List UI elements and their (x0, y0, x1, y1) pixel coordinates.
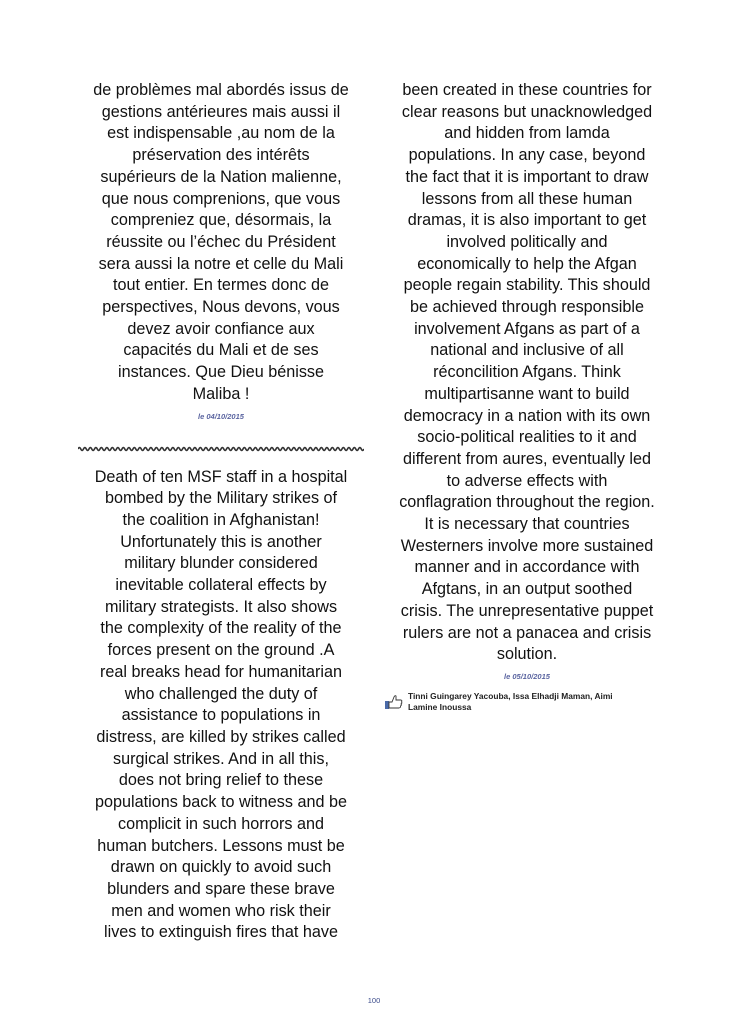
text-line: compreniez que, désormais, la (110, 211, 332, 230)
text-line: complicit in such horrors and (117, 814, 325, 833)
text-line: multipartisanne want to build (424, 384, 630, 403)
text-line: the fact that it is important to draw (405, 167, 649, 186)
text-line: populations back to witness and be (95, 793, 347, 812)
likes-names (408, 691, 672, 713)
text-line: de problèmes mal abordés issus de (93, 81, 349, 99)
text-line: economically to help the Afgan (417, 254, 637, 273)
text-line: réussite ou l’échec du Président (106, 232, 336, 251)
text-line: socio-political realities to it and (417, 428, 637, 447)
text-line: real breaks head for humanitarian (99, 662, 343, 681)
text-line: who challenged the duty of (124, 684, 318, 703)
text-line: Death of ten MSF staff in a hospital (94, 467, 348, 486)
text-line: Unfortunately this is another (120, 532, 322, 551)
text-line: the complexity of the reality of the (100, 619, 342, 638)
text-line: democracy in a nation with its own (403, 406, 651, 425)
article-2-date: le 05/10/2015 (504, 671, 550, 681)
text-line: surgical strikes. And in all this, (113, 749, 329, 768)
text-line: and hidden from lamda (444, 124, 610, 143)
text-line: gestions antérieures mais aussi il (101, 102, 341, 121)
text-line: be achieved through responsible (410, 298, 644, 317)
page-number: 100 (367, 996, 381, 1005)
text-line: dramas, it is also important to get (407, 211, 647, 230)
text-line: inevitable collateral effects by (115, 576, 327, 595)
text-line: solution. (496, 645, 558, 664)
text-line: human butchers. Lessons must be (97, 836, 345, 855)
text-line: drawn on quickly to avoid such (110, 858, 332, 877)
text-line: perspectives, Nous devons, vous (102, 298, 340, 317)
text-line: est indispensable ,au nom de la (107, 124, 335, 143)
text-line: does not bring relief to these (118, 771, 324, 790)
left-column (76, 80, 366, 944)
text-line: to adverse effects with (446, 471, 608, 490)
text-line: Maliba ! (192, 384, 250, 403)
text-line: bombed by the Military strikes of (104, 489, 338, 508)
text-line: the coalition in Afghanistan! (122, 510, 320, 529)
text-line: military blunder considered (124, 554, 318, 573)
text-line: capacités du Mali et de ses (123, 341, 319, 360)
text-line: Westerners involve more sustained (400, 536, 654, 555)
text-line: lessons from all these human (421, 189, 633, 208)
text-line: lives to extinguish fires that have (104, 923, 338, 942)
text-line: tout entier. En termes donc de (113, 276, 329, 295)
text-line: préservation des intérêts (132, 146, 310, 165)
text-line: sera aussi la notre et celle du Mali (98, 254, 344, 273)
text-line: Tinni Guingarey Yacouba, Issa Elhadji Maman, Aimi (408, 690, 613, 701)
article-1-text (76, 80, 366, 406)
text-line: Afgtans, in an output soothed (421, 580, 633, 599)
right-column (382, 80, 672, 719)
text-line: involved politically and (446, 232, 608, 251)
article-2-continued-text (382, 80, 672, 666)
text-line: men and women who risk their (111, 901, 331, 920)
wavy-divider-icon (78, 445, 364, 453)
text-line: people regain stability. This should (403, 276, 651, 295)
text-line: crisis. The unrepresentative puppet (400, 601, 654, 620)
article-2-text (76, 467, 366, 944)
text-line: distress, are killed by strikes called (96, 727, 346, 746)
text-line: devez avoir confiance aux (127, 319, 315, 338)
text-line: populations. In any case, beyond (408, 146, 646, 165)
text-line: involvement Afgans as part of a (414, 319, 640, 338)
text-line: military strategists. It also shows (104, 597, 338, 616)
thumbs-up-icon[interactable] (384, 694, 404, 710)
text-line: been created in these countries for (402, 81, 652, 99)
text-line: national and inclusive of all (430, 341, 624, 360)
text-line: que nous comprenions, que vous (101, 189, 341, 208)
text-line: conflagration throughout the region. (399, 493, 655, 512)
likes-section (382, 691, 672, 719)
text-line: It is necessary that countries (424, 515, 630, 534)
article-1-date: le 04/10/2015 (198, 411, 244, 421)
text-line: instances. Que Dieu bénisse (117, 363, 325, 382)
text-line: clear reasons but unacknowledged (401, 102, 653, 121)
text-line: réconcilition Afgans. Think (433, 363, 621, 382)
text-line: forces present on the ground .A (107, 641, 335, 660)
text-line: manner and in accordance with (414, 558, 640, 577)
text-line: supérieurs de la Nation malienne, (100, 167, 342, 186)
text-line: assistance to populations in (121, 706, 321, 725)
text-line: different from aures, eventually led (402, 449, 652, 468)
text-line: blunders and spare these brave (107, 879, 335, 898)
text-line: rulers are not a panacea and crisis (402, 623, 652, 642)
text-line: Lamine Inoussa (408, 701, 472, 712)
